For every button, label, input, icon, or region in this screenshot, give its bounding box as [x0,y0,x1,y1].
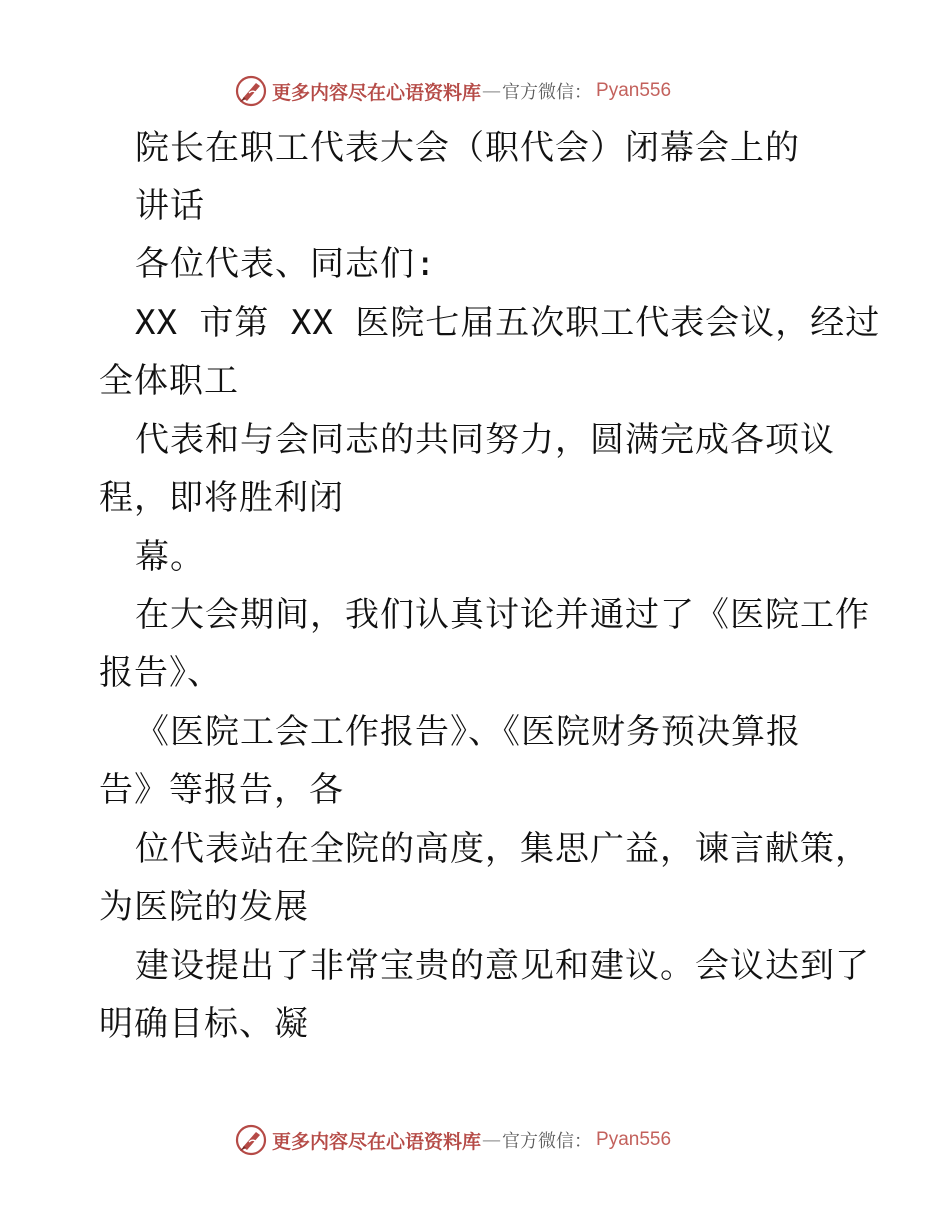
pen-logo-icon [234,1123,268,1157]
banner-wechat-label: 官方微信 [502,82,575,103]
banner-brand-text: 更多内容尽在心语资料库 [272,1130,482,1153]
paragraph-line: 全体职工 [99,361,239,401]
banner-wechat-id: Pyan556 [596,1129,672,1150]
banner-colon: ： [574,82,593,103]
paragraph-line: 位代表站在全院的高度，集思广益，谏言献策， [135,829,870,869]
paragraph-line: 在大会期间，我们认真讨论并通过了《医院工作 [135,595,870,635]
paragraph-line: 告》等报告，各 [99,770,344,810]
paragraph-line: 建设提出了非常宝贵的意见和建议。会议达到了 [135,946,870,986]
paragraph-line: 代表和与会同志的共同努力，圆满完成各项议 [135,420,835,460]
banner-dash: — [482,1129,502,1151]
pen-logo-icon [234,74,268,108]
paragraph-line: 为医院的发展 [99,887,309,927]
banner-wechat-id: Pyan556 [596,80,672,101]
paragraph-line: 程，即将胜利闭 [99,478,344,518]
paragraph-line: 幕。 [135,537,205,577]
salutation: 各位代表、同志们: [135,244,437,284]
paragraph-line: XX 市第 XX 医院七届五次职工代表会议，经过 [135,303,881,343]
paragraph-line: 明确目标、凝 [99,1004,309,1044]
banner-dash: — [482,80,502,102]
paragraph-line: 报告》、 [99,653,222,693]
document-title-line: 院长在职工代表大会（职代会）闭幕会上的 [135,128,800,168]
banner-wechat-label: 官方微信 [502,1131,575,1152]
header-banner [234,71,671,111]
document-title-line: 讲话 [135,186,205,226]
banner-brand-text: 更多内容尽在心语资料库 [272,81,482,104]
paragraph-line: 《医院工会工作报告》、《医院财务预决算报 [135,712,801,752]
footer-banner [234,1120,671,1160]
banner-colon: ： [574,1131,593,1152]
